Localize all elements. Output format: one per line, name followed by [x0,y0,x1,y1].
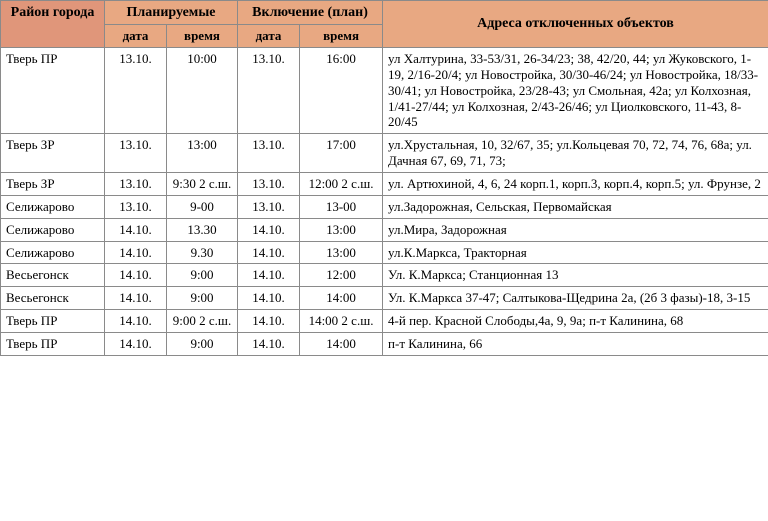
cell-switch-date: 14.10. [238,218,300,241]
table-row [1,287,768,310]
cell-switch-time: 14:00 [300,287,383,310]
cell-region: Тверь ПР [1,332,105,355]
cell-switch-time: 13:00 [300,241,383,264]
table-body [1,47,768,355]
cell-region: Тверь ЗР [1,134,105,173]
cell-switch-date: 13.10. [238,172,300,195]
cell-switch-date: 14.10. [238,241,300,264]
cell-region: Весьегонск [1,264,105,287]
column-header-switch-on: Включение (план) [238,1,383,25]
cell-region: Тверь ПР [1,47,105,133]
table-row [1,47,768,133]
cell-planned-time: 9.30 [167,241,238,264]
column-header-planned: Планируемые [105,1,238,25]
cell-switch-time: 13:00 [300,218,383,241]
cell-addresses: ул.Задорожная, Сельская, Первомайская [383,195,768,218]
cell-planned-date: 13.10. [105,134,167,173]
cell-addresses: ул.Хрустальная, 10, 32/67, 35; ул.Кольцевая 70, 72, 74, 76, 68а; ул. Дачная 67, 69, 71, 73; [383,134,768,173]
cell-switch-time: 12:00 [300,264,383,287]
cell-region: Селижарово [1,241,105,264]
cell-addresses: ул.Мира, Задорожная [383,218,768,241]
cell-addresses: ул.К.Маркса, Тракторная [383,241,768,264]
cell-addresses: Ул. К.Маркса; Станционная 13 [383,264,768,287]
cell-switch-time: 17:00 [300,134,383,173]
cell-planned-time: 13:00 [167,134,238,173]
table-row [1,218,768,241]
cell-switch-date: 14.10. [238,287,300,310]
cell-region: Тверь ЗР [1,172,105,195]
cell-region: Тверь ПР [1,310,105,333]
cell-switch-time: 16:00 [300,47,383,133]
cell-switch-date: 13.10. [238,47,300,133]
cell-planned-date: 14.10. [105,310,167,333]
cell-addresses: п-т Калинина, 66 [383,332,768,355]
table-header [1,1,768,48]
cell-planned-date: 13.10. [105,47,167,133]
cell-switch-time: 12:00 2 с.ш. [300,172,383,195]
cell-planned-date: 14.10. [105,287,167,310]
cell-switch-time: 14:00 2 с.ш. [300,310,383,333]
cell-addresses: ул Халтурина, 33-53/31, 26-34/23; 38, 42/20, 44; ул Жуковского, 1-19, 2/16-20/4; ул Новостройка, 30/30-46/24; ул Новостройка, 18/33-30/41; ул Новостройка, 23/28-43; ул Смольная, 42а; ул Колхозная, 1/41-27/44; ул Колхозная, 2/43-26/46; ул Циолковского, 11-43, 8-20/45 [383,47,768,133]
cell-planned-time: 9:00 [167,332,238,355]
cell-addresses: Ул. К.Маркса 37-47; Салтыкова-Щедрина 2а, (2б 3 фазы)-18, 3-15 [383,287,768,310]
cell-switch-date: 14.10. [238,264,300,287]
column-header-planned-time: время [167,25,238,48]
table-row [1,332,768,355]
cell-planned-time: 13.30 [167,218,238,241]
column-header-addresses: Адреса отключенных объектов [383,1,768,48]
cell-planned-date: 13.10. [105,172,167,195]
header-row-groups [1,1,768,25]
cell-planned-time: 9-00 [167,195,238,218]
cell-planned-time: 9:00 2 с.ш. [167,310,238,333]
column-header-region: Район города [1,1,105,48]
column-header-planned-date: дата [105,25,167,48]
cell-planned-time: 10:00 [167,47,238,133]
table-row [1,195,768,218]
cell-switch-date: 14.10. [238,310,300,333]
cell-region: Селижарово [1,218,105,241]
cell-switch-date: 13.10. [238,134,300,173]
cell-planned-date: 14.10. [105,218,167,241]
cell-switch-time: 13-00 [300,195,383,218]
cell-region: Весьегонск [1,287,105,310]
table-row [1,241,768,264]
cell-switch-time: 14:00 [300,332,383,355]
cell-planned-date: 14.10. [105,332,167,355]
cell-planned-date: 14.10. [105,241,167,264]
cell-planned-time: 9:30 2 с.ш. [167,172,238,195]
cell-addresses: 4-й пер. Красной Слободы,4а, 9, 9а; п-т Калинина, 68 [383,310,768,333]
cell-addresses: ул. Артюхиной, 4, 6, 24 корп.1, корп.3, корп.4, корп.5; ул. Фрунзе, 2 [383,172,768,195]
cell-switch-date: 13.10. [238,195,300,218]
column-header-switch-date: дата [238,25,300,48]
cell-region: Селижарово [1,195,105,218]
column-header-switch-time: время [300,25,383,48]
cell-planned-time: 9:00 [167,287,238,310]
cell-planned-date: 13.10. [105,195,167,218]
table-row [1,264,768,287]
table-row [1,310,768,333]
table-row [1,172,768,195]
table-row [1,134,768,173]
cell-switch-date: 14.10. [238,332,300,355]
cell-planned-time: 9:00 [167,264,238,287]
cell-planned-date: 14.10. [105,264,167,287]
